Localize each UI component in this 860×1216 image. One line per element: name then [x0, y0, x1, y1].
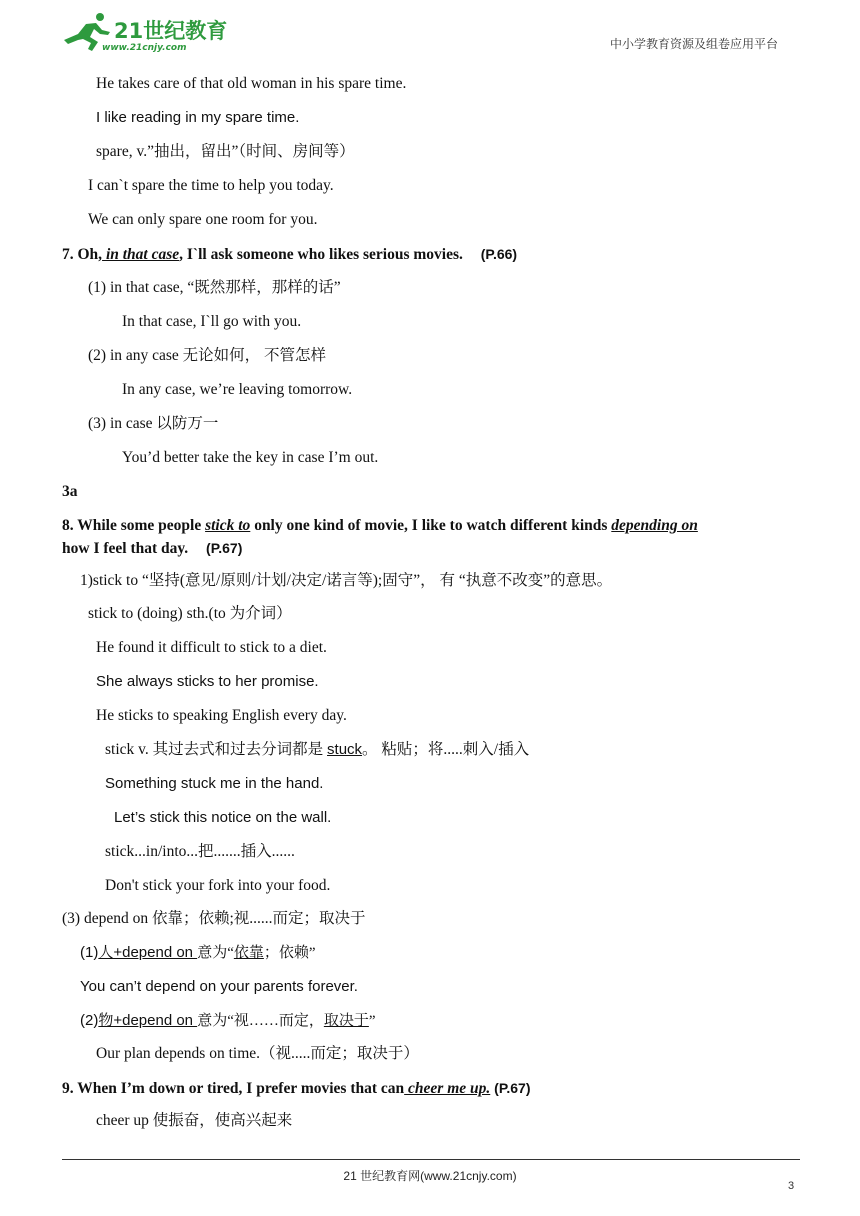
footer-site: 21 世纪教育网(www.21cnjy.com) [343, 1169, 517, 1183]
depend-1-pre: (1) [80, 944, 99, 961]
text-line: Our plan depends on time.（视.....而定；取决于） [96, 1045, 419, 1062]
item-7-pre: 7. Oh, [62, 246, 103, 263]
text-line: spare, v.”抽出，留出”（时间、房间等） [96, 143, 355, 160]
depend-1-post: ；依赖” [263, 945, 316, 961]
text-line: He sticks to speaking English every day. [96, 707, 347, 724]
item-8-phrase2: depending on [611, 517, 698, 534]
text-line: In any case, we’re leaving tomorrow. [122, 381, 353, 398]
text-line: 1)stick to “坚持(意见/原则/计划/决定/诺言等);固守”， 有 “执意不改变”的意思。 [80, 572, 613, 589]
depend-1-u1: 人+depend on [98, 944, 198, 961]
item-9-page: (P.67) [490, 1080, 531, 1096]
item-8-pre: 8. While some people [62, 517, 206, 534]
depend-1-mid: 意为“ [197, 945, 234, 961]
section-heading-3a: 3a [62, 483, 78, 500]
text-line: stick...in/into...把.......插入...... [105, 843, 295, 860]
text-line: I can`t spare the time to help you today. [88, 177, 334, 194]
text-line [105, 740, 529, 760]
item-7-heading [62, 244, 517, 265]
text-line: We can only spare one room for you. [88, 211, 318, 228]
text-line: She always sticks to her promise. [96, 673, 319, 690]
text-line: (1) in that case, “既然那样，那样的话” [88, 279, 341, 296]
text-line: (3) in case 以防万一 [88, 415, 219, 432]
text-line: Something stuck me in the hand. [105, 775, 324, 792]
item-8-heading [62, 516, 698, 536]
text-line: stick to (doing) sth.(to 为介词） [88, 605, 292, 622]
platform-name: 中小学教育资源及组卷应用平台 [610, 37, 779, 51]
item-8-mid: only one kind of movie, I like to watch different kinds [250, 517, 612, 534]
item-9-phrase: cheer me up. [404, 1080, 491, 1097]
text-line: He found it difficult to stick to a diet. [96, 639, 327, 656]
item-9-pre: 9. When I’m down or tired, I prefer movies that can [62, 1080, 405, 1097]
text-line: You can’t depend on your parents forever. [80, 978, 358, 995]
text-line: In that case, I`ll go with you. [122, 313, 302, 330]
depend-2-u2: 取决于 [323, 1013, 369, 1029]
text-line: (3) depend on 依靠；依赖;视......而定；取决于 [62, 910, 366, 927]
depend-2-pre: (2) [80, 1012, 99, 1029]
text-line: (2) in any case 无论如何， 不管怎样 [88, 347, 327, 364]
stick-def-pre: stick v. 其过去式和过去分词都是 [105, 741, 328, 758]
item-8-phrase1: stick to [205, 517, 251, 534]
depend-2-u1: 物+depend on [98, 1012, 198, 1029]
depend-1-u2: 依靠 [233, 945, 264, 961]
footer-divider [62, 1159, 800, 1160]
item-7-page: (P.66) [480, 246, 518, 262]
item-7-post: , I`ll ask someone who likes serious movies. [179, 246, 463, 263]
logo-sub-text: www.21cnjy.com [102, 43, 187, 53]
logo-main-text: 21世纪教育 [114, 19, 228, 43]
stick-def-word: stuck [327, 741, 363, 758]
text-line [80, 1011, 376, 1031]
depend-2-post: ” [368, 1013, 376, 1029]
text-line: Don't stick your fork into your food. [105, 877, 331, 894]
item-8-line2: how I feel that day. [62, 540, 189, 557]
stick-def-post: 。 粘贴；将.....刺入/插入 [362, 741, 530, 758]
text-line: Let’s stick this notice on the wall. [114, 809, 332, 826]
item-7-phrase: in that case [102, 246, 180, 263]
text-line [80, 943, 316, 963]
text-line: He takes care of that old woman in his spare time. [96, 75, 407, 92]
text-line: You’d better take the key in case I’m out. [122, 449, 379, 466]
text-line: cheer up 使振奋，使高兴起来 [96, 1112, 293, 1129]
item-9-heading [62, 1078, 530, 1099]
text-line: I like reading in my spare time. [96, 109, 300, 126]
site-logo [56, 10, 231, 54]
depend-2-mid: 意为“视……而定， [197, 1013, 324, 1029]
item-8-heading-line2 [62, 538, 242, 559]
page-number: 3 [788, 1180, 795, 1192]
item-8-page: (P.67) [206, 540, 243, 556]
